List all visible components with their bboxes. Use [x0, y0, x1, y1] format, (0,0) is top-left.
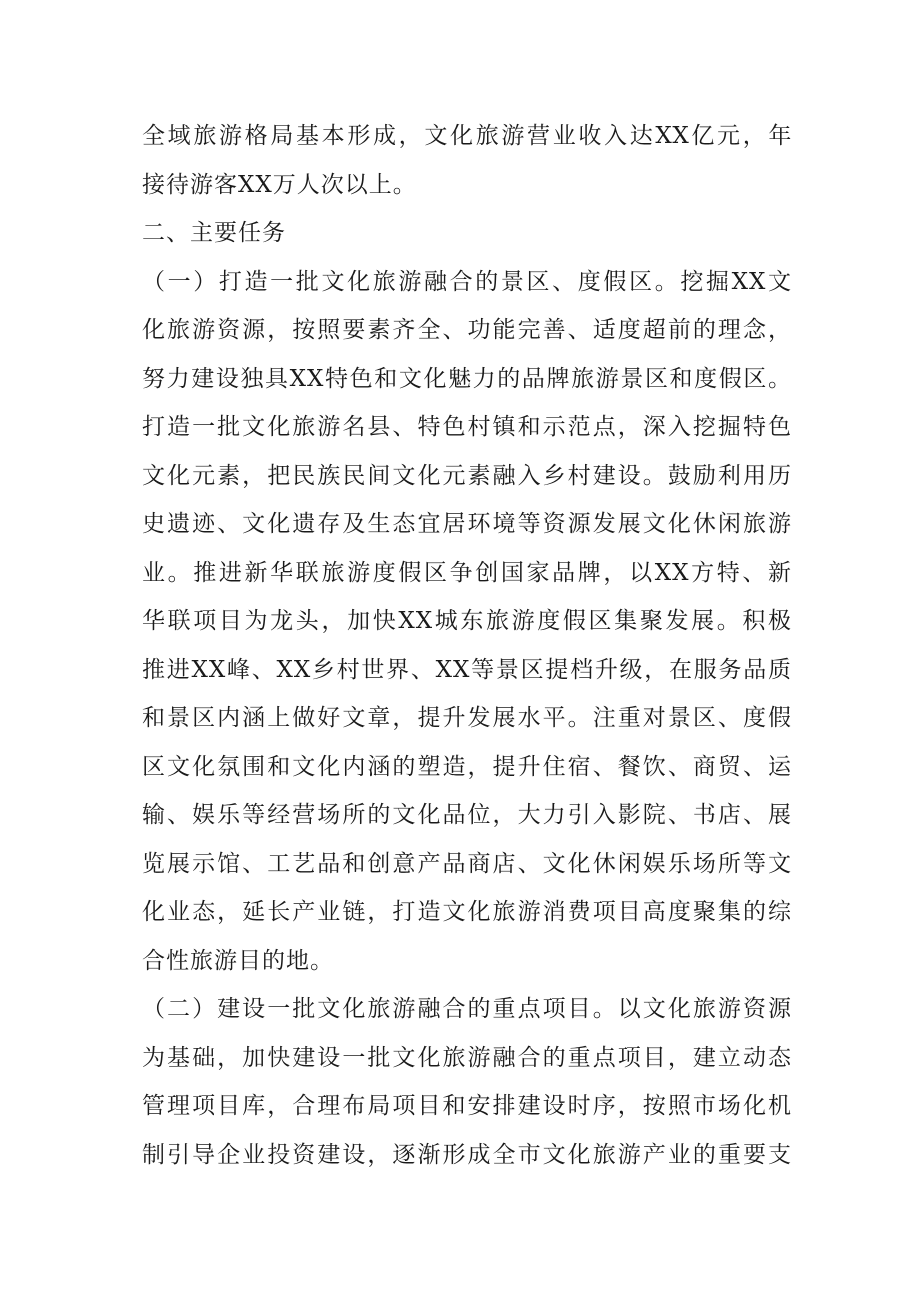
- text-line: 制引导企业投资建设，逐渐形成全市文化旅游产业的重要支: [142, 1141, 792, 1168]
- text-line: 史遗迹、文化遗存及生态宜居环境等资源发展文化休闲旅游: [142, 511, 792, 537]
- text-line: （二）建设一批文化旅游融合的重点项目。以文化旅游资源: [142, 996, 792, 1022]
- text-line: 全域旅游格局基本形成，文化旅游营业收入达XX亿元，年: [142, 123, 792, 149]
- text-line: 努力建设独具XX特色和文化魅力的品牌旅游景区和度假区。: [142, 365, 792, 392]
- text-line: 输、娱乐等经营场所的文化品位，大力引入影院、书店、展: [142, 802, 792, 828]
- text-line: 化旅游资源，按照要素齐全、功能完善、适度超前的理念，: [142, 317, 792, 343]
- text-line: 文化元素，把民族民间文化元素融入乡村建设。鼓励利用历: [142, 462, 792, 489]
- text-line: （一）打造一批文化旅游融合的景区、度假区。挖掘XX文: [142, 268, 792, 295]
- text-line: 为基础，加快建设一批文化旅游融合的重点项目，建立动态: [142, 1044, 792, 1071]
- body-text: [142, 112, 792, 1179]
- section-heading: 二、主要任务: [142, 220, 286, 246]
- text-line: 合性旅游目的地。: [142, 947, 334, 974]
- text-line: 化业态，延长产业链，打造文化旅游消费项目高度聚集的综: [142, 899, 792, 925]
- text-line: 推进XX峰、XX乡村世界、XX等景区提档升级，在服务品质: [142, 656, 792, 683]
- text-line: 管理项目库，合理布局项目和安排建设时序，按照市场化机: [142, 1093, 792, 1119]
- text-line: 接待游客XX万人次以上。: [142, 171, 417, 198]
- text-line: 华联项目为龙头，加快XX城东旅游度假区集聚发展。积极: [142, 608, 792, 634]
- text-line: 业。推进新华联旅游度假区争创国家品牌，以XX方特、新: [142, 559, 792, 586]
- text-line: 区文化氛围和文化内涵的塑造，提升住宿、餐饮、商贸、运: [142, 753, 792, 780]
- text-line: 打造一批文化旅游名县、特色村镇和示范点，深入挖掘特色: [142, 414, 792, 440]
- text-line: 和景区内涵上做好文章，提升发展水平。注重对景区、度假: [142, 705, 792, 731]
- text-line: 览展示馆、工艺品和创意产品商店、文化休闲娱乐场所等文: [142, 850, 792, 877]
